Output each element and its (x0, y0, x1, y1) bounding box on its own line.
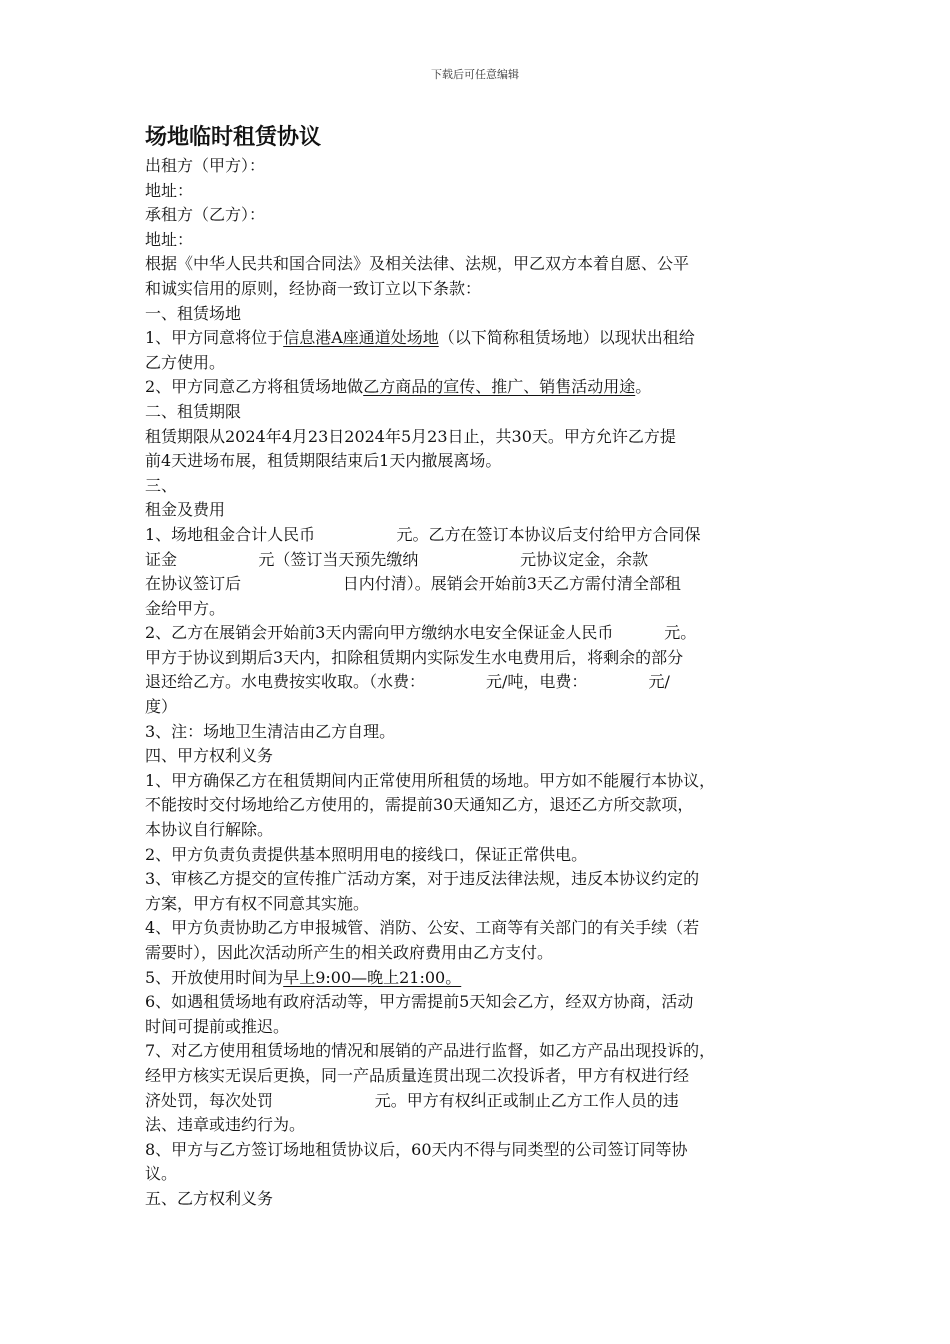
text-segment: 8、甲方与乙方签订场地租赁协议后，60天内不得与同类型的公司签订同等协 (145, 1139, 688, 1159)
text-segment: 1、甲方同意将位于 (145, 328, 284, 348)
text-line (145, 498, 815, 523)
text-segment: 不能按时交付场地给乙方使用的，需提前30天通知乙方，退还乙方所交款项， (145, 795, 694, 815)
text-segment: 证金 元（签订当天预先缴纳 元协议定金，余款 (145, 549, 649, 569)
text-segment: 度） (145, 697, 178, 717)
text-segment: 前4天进场布展，租赁期限结束后1天内撤展离场。 (145, 451, 502, 471)
text-line (145, 769, 815, 794)
text-segment: 一、租赁场地 (145, 303, 242, 323)
text-line (145, 302, 815, 327)
document-body (145, 122, 815, 1212)
text-line (145, 326, 815, 351)
text-line (145, 154, 815, 179)
text-segment: 出租方（甲方）： (145, 156, 266, 175)
text-segment: 2、甲方负责负责提供基本照明用电的接线口，保证正常供电。 (145, 844, 588, 864)
text-segment: 1、甲方确保乙方在租赁期间内正常使用所租赁的场地。甲方如不能履行本协议， (145, 770, 716, 790)
text-segment: 法、违章或违约行为。 (145, 1115, 306, 1135)
text-segment: 租赁期限从2024年4月23日2024年5月23日止，共30天。甲方允许乙方提 (145, 426, 676, 446)
text-segment: 和诚实信用的原则，经协商一致订立以下条款： (145, 278, 482, 298)
text-segment: 二、租赁期限 (145, 401, 242, 421)
text-line (145, 867, 815, 892)
text-line (145, 818, 815, 843)
text-segment: 需要时），因此次活动所产生的相关政府费用由乙方支付。 (145, 943, 554, 962)
text-line (145, 1113, 815, 1138)
text-line (145, 400, 815, 425)
text-line (145, 523, 815, 548)
text-segment: 7、对乙方使用租赁场地的情况和展销的产品进行监督，如乙方产品出现投诉的， (145, 1041, 716, 1061)
text-line (145, 252, 815, 277)
text-line (145, 966, 815, 991)
text-segment: 4、甲方负责协助乙方申报城管、消防、公安、工商等有关部门的有关手续（若 (145, 918, 700, 938)
text-segment: 乙方使用。 (145, 352, 226, 372)
text-line (145, 892, 815, 917)
text-line (145, 228, 815, 253)
text-line (145, 474, 815, 499)
text-segment: 地址： (145, 180, 194, 200)
text-segment: 经甲方核实无误后更换，同一产品质量连贯出现二次投诉者，甲方有权进行经 (145, 1065, 690, 1085)
text-line (145, 1089, 815, 1114)
underlined-fill-text: 早上9:00—晚上21:00。 (283, 967, 462, 987)
text-line (145, 1015, 815, 1040)
text-segment: 根据《中华人民共和国合同法》及相关法律、法规，甲乙双方本着自愿、公平 (145, 254, 690, 274)
text-segment: 方案，甲方有权不同意其实施。 (145, 893, 370, 913)
text-line (145, 843, 815, 868)
text-segment: 议。 (145, 1164, 178, 1184)
text-line (145, 793, 815, 818)
text-segment: （以下简称租赁场地）以现状出租给 (438, 328, 695, 348)
text-line (145, 277, 815, 302)
text-line (145, 744, 815, 769)
text-line (145, 449, 815, 474)
text-line (145, 990, 815, 1015)
text-line (145, 203, 815, 228)
text-segment: 甲方于协议到期后3天内，扣除租赁期内实际发生水电费用后，将剩余的部分 (145, 647, 684, 667)
text-segment: 济处罚，每次处罚 元。甲方有权纠正或制止乙方工作人员的违 (145, 1090, 679, 1110)
text-line (145, 720, 815, 745)
text-segment: 3、审核乙方提交的宣传推广活动方案，对于违反法律法规，违反本协议约定的 (145, 869, 700, 889)
text-line (145, 646, 815, 671)
text-line (145, 670, 815, 695)
text-segment: 四、甲方权利义务 (145, 746, 274, 766)
text-line (145, 1138, 815, 1163)
underlined-fill-text: 信息港A座通道处场地 (283, 328, 439, 348)
text-line (145, 695, 815, 720)
text-line (145, 941, 815, 966)
text-line (145, 1187, 815, 1212)
text-line (145, 597, 815, 622)
text-segment: 承租方（乙方）： (145, 205, 266, 225)
text-segment: 金给甲方。 (145, 598, 226, 618)
text-segment: 2、乙方在展销会开始前3天内需向甲方缴纳水电安全保证金人民币 元。 (145, 623, 697, 643)
text-segment: 3、注：场地卫生清洁由乙方自理。 (145, 721, 396, 741)
text-line (145, 621, 815, 646)
text-segment: 在协议签订后 日内付清）。展销会开始前3天乙方需付清全部租 (145, 574, 681, 594)
text-segment: 5、开放使用时间为 (145, 967, 284, 987)
text-segment: 本协议自行解除。 (145, 820, 274, 840)
document-title: 场地临时租赁协议 (145, 125, 322, 150)
page-header-note: 下载后可任意编辑 (431, 68, 519, 81)
text-line (145, 1039, 815, 1064)
text-line (145, 548, 815, 573)
text-line (145, 351, 815, 376)
text-segment: 1、场地租金合计人民币 元。乙方在签订本协议后支付给甲方合同保 (145, 524, 701, 544)
text-line (145, 916, 815, 941)
text-segment: 时间可提前或推迟。 (145, 1016, 290, 1036)
text-segment: 6、如遇租赁场地有政府活动等，甲方需提前5天知会乙方，经双方协商，活动 (145, 992, 694, 1012)
text-line (145, 179, 815, 204)
text-line (145, 425, 815, 450)
text-line (145, 1162, 815, 1187)
underlined-fill-text: 乙方商品的宣传、推广、销售活动用途 (363, 377, 636, 397)
text-segment: 。 (635, 377, 652, 397)
text-line (145, 375, 815, 400)
text-segment: 三、 (145, 475, 178, 495)
text-segment: 退还给乙方。水电费按实收取。（水费： 元/吨，电费： 元/ (145, 672, 670, 692)
text-segment: 地址： (145, 229, 194, 249)
text-segment: 租金及费用 (145, 500, 226, 520)
document-paragraphs (145, 154, 815, 1212)
text-segment: 2、甲方同意乙方将租赁场地做 (145, 377, 364, 397)
text-segment: 五、乙方权利义务 (145, 1188, 274, 1208)
text-line (145, 572, 815, 597)
text-line (145, 1064, 815, 1089)
